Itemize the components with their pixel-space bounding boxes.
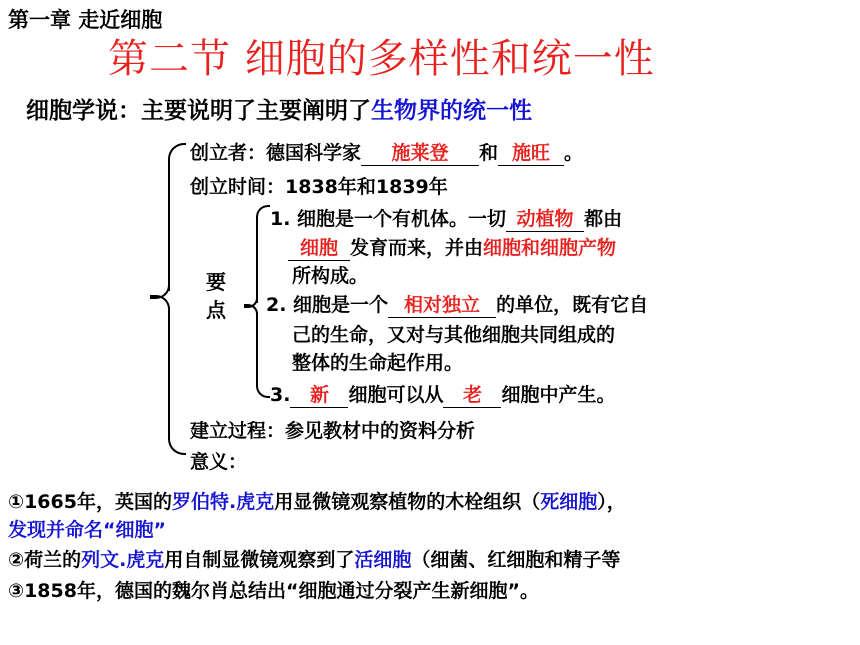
history-line-2: 发现并命名“细胞” [8, 519, 166, 541]
theory-line [26, 92, 532, 125]
living-cell-term: 活细胞 [354, 549, 412, 571]
point-3-blank-2: 老 [443, 380, 501, 408]
key-points-label: 要 点 [206, 270, 226, 322]
history-line-1: ①1665年，英国的罗伯特.虎克用显微镜观察植物的木栓组织（死细胞）， [8, 491, 626, 513]
point-1-line-1: 1. 细胞是一个有机体。一切 动植物 都由 [270, 204, 622, 232]
point-3-line: 3. 新 细胞可以从 老 细胞中产生。 [270, 380, 615, 408]
point-2-line-3: 整体的生命起作用。 [292, 352, 464, 374]
history-line-4: ③1858年，德国的魏尔肖总结出“细胞通过分裂产生新细胞”。 [8, 580, 539, 602]
founding-time: 创立时间：1838年和1839年 [190, 176, 448, 198]
point-2-line-1: 2. 细胞是一个 相对独立 的单位，既有它自 [266, 290, 648, 318]
theory-prefix: 细胞学说：主要说明了主要阐明了 [26, 98, 371, 124]
chapter-heading: 第一章 走近细胞 [8, 8, 163, 32]
point-3-blank-1: 新 [290, 380, 348, 408]
point-2-blank: 相对独立 [388, 290, 496, 318]
point-1-blank-2: 细胞 [288, 233, 350, 261]
founder-blank-1: 施莱登 [361, 138, 479, 166]
founders-line [190, 138, 583, 166]
history-line-3: ②荷兰的列文.虎克用自制显微镜观察到了活细胞（细菌、红细胞和精子等 [8, 549, 621, 571]
hooke-name: 罗伯特.虎克 [171, 491, 275, 513]
meaning-line: 意义： [190, 451, 248, 473]
founder-blank-2: 施旺 [498, 138, 564, 166]
process-line: 建立过程：参见教材中的资料分析 [190, 420, 476, 442]
theory-highlight: 生物界的统一性 [371, 98, 532, 124]
founders-label: 创立者：德国科学家 [190, 142, 362, 164]
founders-end: 。 [564, 142, 584, 164]
point-1-line-2: 细胞 发育而来，并由细胞和细胞产物 [288, 233, 616, 261]
point-1-blank-1: 动植物 [506, 204, 584, 232]
page-title: 第二节 细胞的多样性和统一性 [108, 36, 655, 82]
point-1-line-3: 所构成。 [292, 265, 369, 287]
point-1-highlight: 细胞和细胞产物 [483, 237, 617, 259]
dead-cell-term: 死细胞 [540, 491, 598, 513]
founders-and: 和 [479, 142, 499, 164]
point-2-line-2: 己的生命，又对与其他细胞共同组成的 [292, 324, 616, 346]
leeuwenhoek-name: 列文.虎克 [81, 549, 165, 571]
